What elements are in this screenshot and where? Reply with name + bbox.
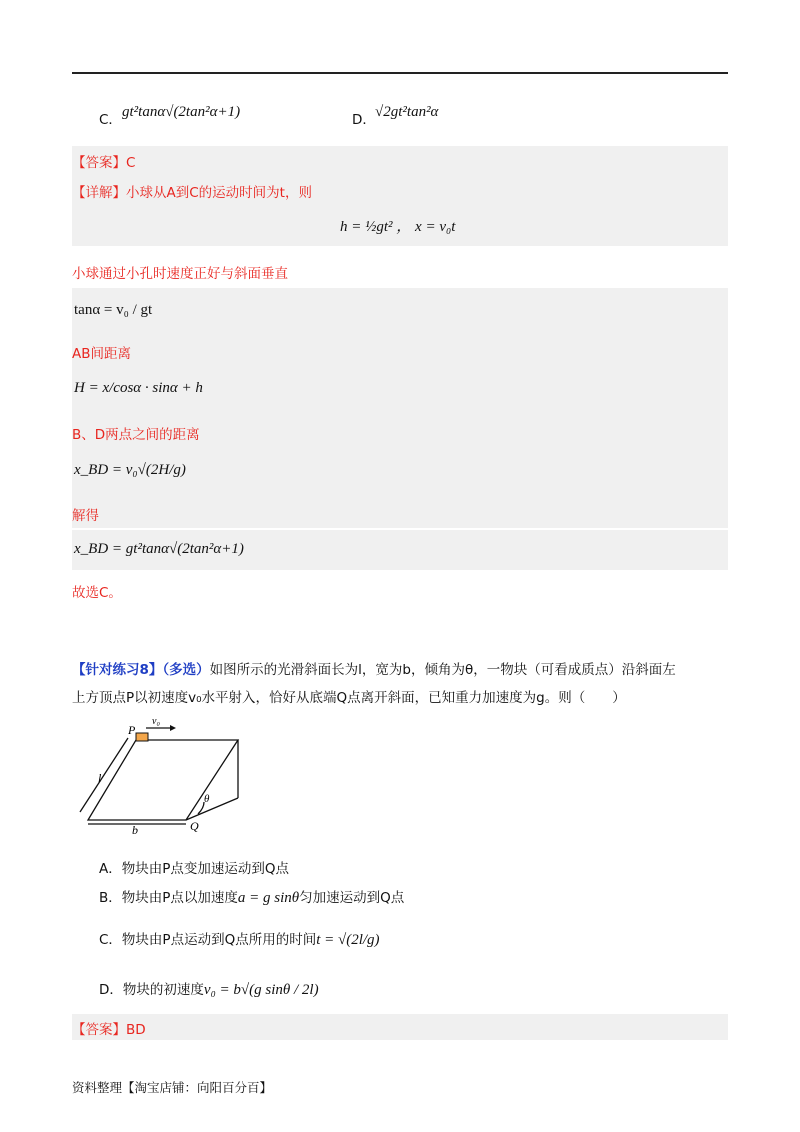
option-c-pre: C．物块由P点运动到Q点所用的时间 [99, 932, 317, 948]
problem-8-answer-value: BD [126, 1022, 146, 1038]
option-c-label: C． [99, 112, 122, 128]
velocity-arrowhead [170, 725, 176, 731]
equation-5: x_BD = gt²tanα√(2tan²α+1) [74, 541, 244, 557]
problem-8-answer-label: 【答案】 [72, 1022, 126, 1038]
option-a: A．物块由P点变加速运动到Q点 [99, 861, 290, 877]
option-c-expr-b: t = √(2l/g) [316, 932, 380, 948]
option-b-pre: B．物块由P点以加速度 [99, 890, 238, 906]
option-b [99, 886, 404, 907]
detail-label: 【详解】 [72, 185, 126, 201]
line-perpendicular: 小球通过小孔时速度正好与斜面垂直 [72, 266, 288, 282]
option-b-post: 匀加速运动到Q点 [299, 890, 405, 906]
option-b-expr: a = g sinθ [237, 890, 300, 906]
solution-band-2 [72, 288, 728, 528]
option-c-expr-text: gt²tanα√(2tan²α+1) [122, 104, 241, 120]
answer-band [72, 1014, 728, 1040]
label-theta: θ [204, 793, 210, 805]
block [136, 733, 148, 741]
length-arrow [80, 738, 128, 812]
option-d-pre: D．物块的初速度 [99, 982, 204, 998]
equation-3: H = x/cosα · sinα + h [74, 380, 203, 396]
detail-line [72, 181, 312, 201]
option-d-expr: √2gt²tan²α [375, 104, 439, 120]
answer-label: 【答案】 [72, 155, 126, 171]
option-c [99, 928, 380, 949]
problem-8-stem-line1: 如图所示的光滑斜面长为l，宽为b，倾角为θ，一物块（可看成质点）沿斜面左 [209, 662, 676, 678]
problem-8-multi: （多选） [162, 662, 210, 678]
label-b: b [132, 823, 138, 837]
problem-8-stem [72, 656, 732, 712]
option-d [99, 978, 319, 999]
header-rule [72, 72, 728, 74]
problem-8-tag: 【针对练习8】 [72, 662, 163, 678]
option-c-expr [122, 104, 240, 121]
answer-line [72, 151, 135, 171]
label-v0: v₀ [152, 716, 160, 727]
equation-4: x_BD = v₀√(2H/g) [74, 462, 186, 478]
answer-value: C [126, 155, 136, 171]
line-choose: 故选C。 [72, 585, 122, 601]
problem-8-stem-line2: 上方顶点P以初速度v₀水平射入，恰好从底端Q点离开斜面，已知重力加速度为g。则（ ） [72, 690, 626, 706]
equation-1: h = ½gt² ， x = v₀t [340, 219, 456, 235]
option-d-label: D． [352, 112, 376, 128]
line-solve: 解得 [72, 508, 99, 524]
label-p: P [128, 723, 136, 737]
label-l: l [98, 771, 102, 785]
detail-text: 小球从A到C的运动时间为t，则 [126, 185, 312, 201]
option-d-expr-b: v₀ = b√(g sinθ / 2l) [203, 982, 319, 998]
incline-figure [70, 712, 250, 837]
line-bd-distance: B、D两点之间的距离 [72, 427, 200, 443]
equation-2: tanα = v₀ / gt [74, 302, 153, 318]
footer-source: 资料整理【淘宝店铺：向阳百分百】 [72, 1080, 273, 1095]
problem-8-answer [72, 1018, 146, 1038]
line-ab-distance: AB间距离 [72, 346, 131, 362]
label-q: Q [190, 819, 199, 833]
